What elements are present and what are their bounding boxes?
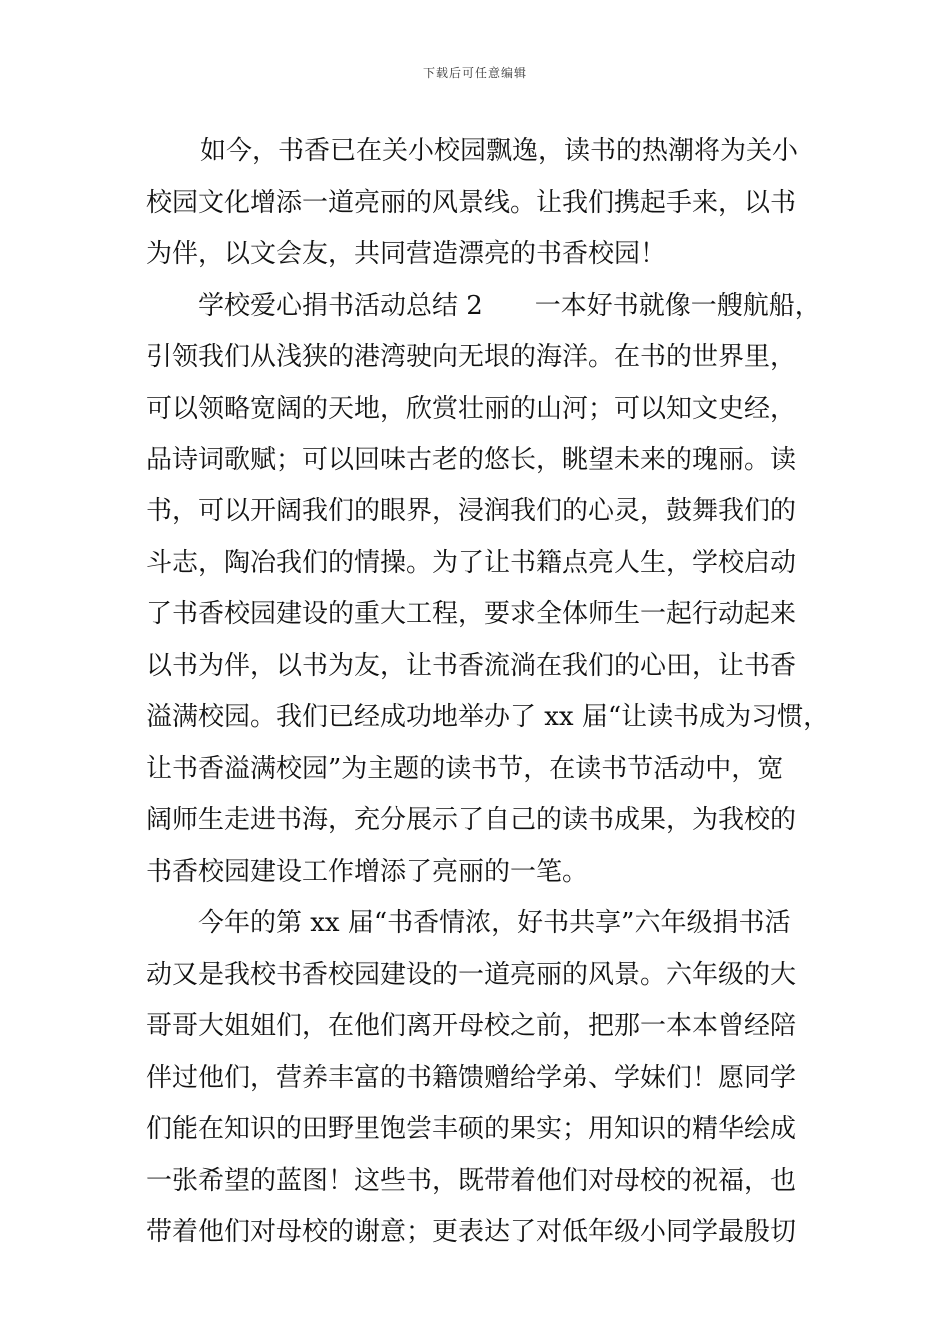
text-line: 溢满校园。我们已经成功地举办了 xx 届“让读书成为习惯， [146,702,830,732]
text-line: 引领我们从浅狭的港湾驶向无垠的海洋。在书的世界里， [146,342,797,372]
text-line: 为伴，以文会友，共同营造漂亮的书香校园！ [146,239,667,269]
text-line: 如今，书香已在关小校园飘逸，读书的热潮将为关小 [200,136,799,166]
text-line: 书香校园建设工作增添了亮丽的一笔。 [146,857,589,887]
text-line: 今年的第 xx 届“书香情浓，好书共享”六年级捐书活 [198,908,791,938]
text-line: 让书香溢满校园”为主题的读书节，在读书节活动中，宽 [146,754,784,784]
text-line: 带着他们对母校的谢意；更表达了对低年级小同学最殷切 [146,1217,797,1247]
text-line: 书，可以开阔我们的眼界，浸润我们的心灵，鼓舞我们的 [146,496,797,526]
text-line: 校园文化增添一道亮丽的风景线。让我们携起手来，以书 [146,188,797,218]
text-line: 可以领略宽阔的天地，欣赏壮丽的山河；可以知文史经， [146,394,797,424]
text-line: 哥哥大姐姐们，在他们离开母校之前，把那一本本曾经陪 [146,1011,797,1041]
text-line: 学校爱心捐书活动总结 2 一本好书就像一艘航船， [198,291,821,321]
text-line: 们能在知识的田野里饱尝丰硕的果实；用知识的精华绘成 [146,1114,797,1144]
text-line: 品诗词歌赋；可以回味古老的悠长，眺望未来的瑰丽。读 [146,445,797,475]
text-line: 动又是我校书香校园建设的一道亮丽的风景。六年级的大 [146,960,797,990]
text-line: 一张希望的蓝图！这些书，既带着他们对母校的祝福，也 [146,1166,797,1196]
text-line: 阔师生走进书海，充分展示了自己的读书成果，为我校的 [146,805,797,835]
text-line: 了书香校园建设的重大工程，要求全体师生一起行动起来 [146,599,797,629]
text-line: 伴过他们，营养丰富的书籍馈赠给学弟、学妹们！愿同学 [146,1063,797,1093]
text-line: 斗志，陶冶我们的情操。为了让书籍点亮人生，学校启动 [146,548,797,578]
page-header: 下载后可任意编辑 [422,66,527,80]
text-line: 以书为伴，以书为友，让书香流淌在我们的心田，让书香 [146,651,797,681]
